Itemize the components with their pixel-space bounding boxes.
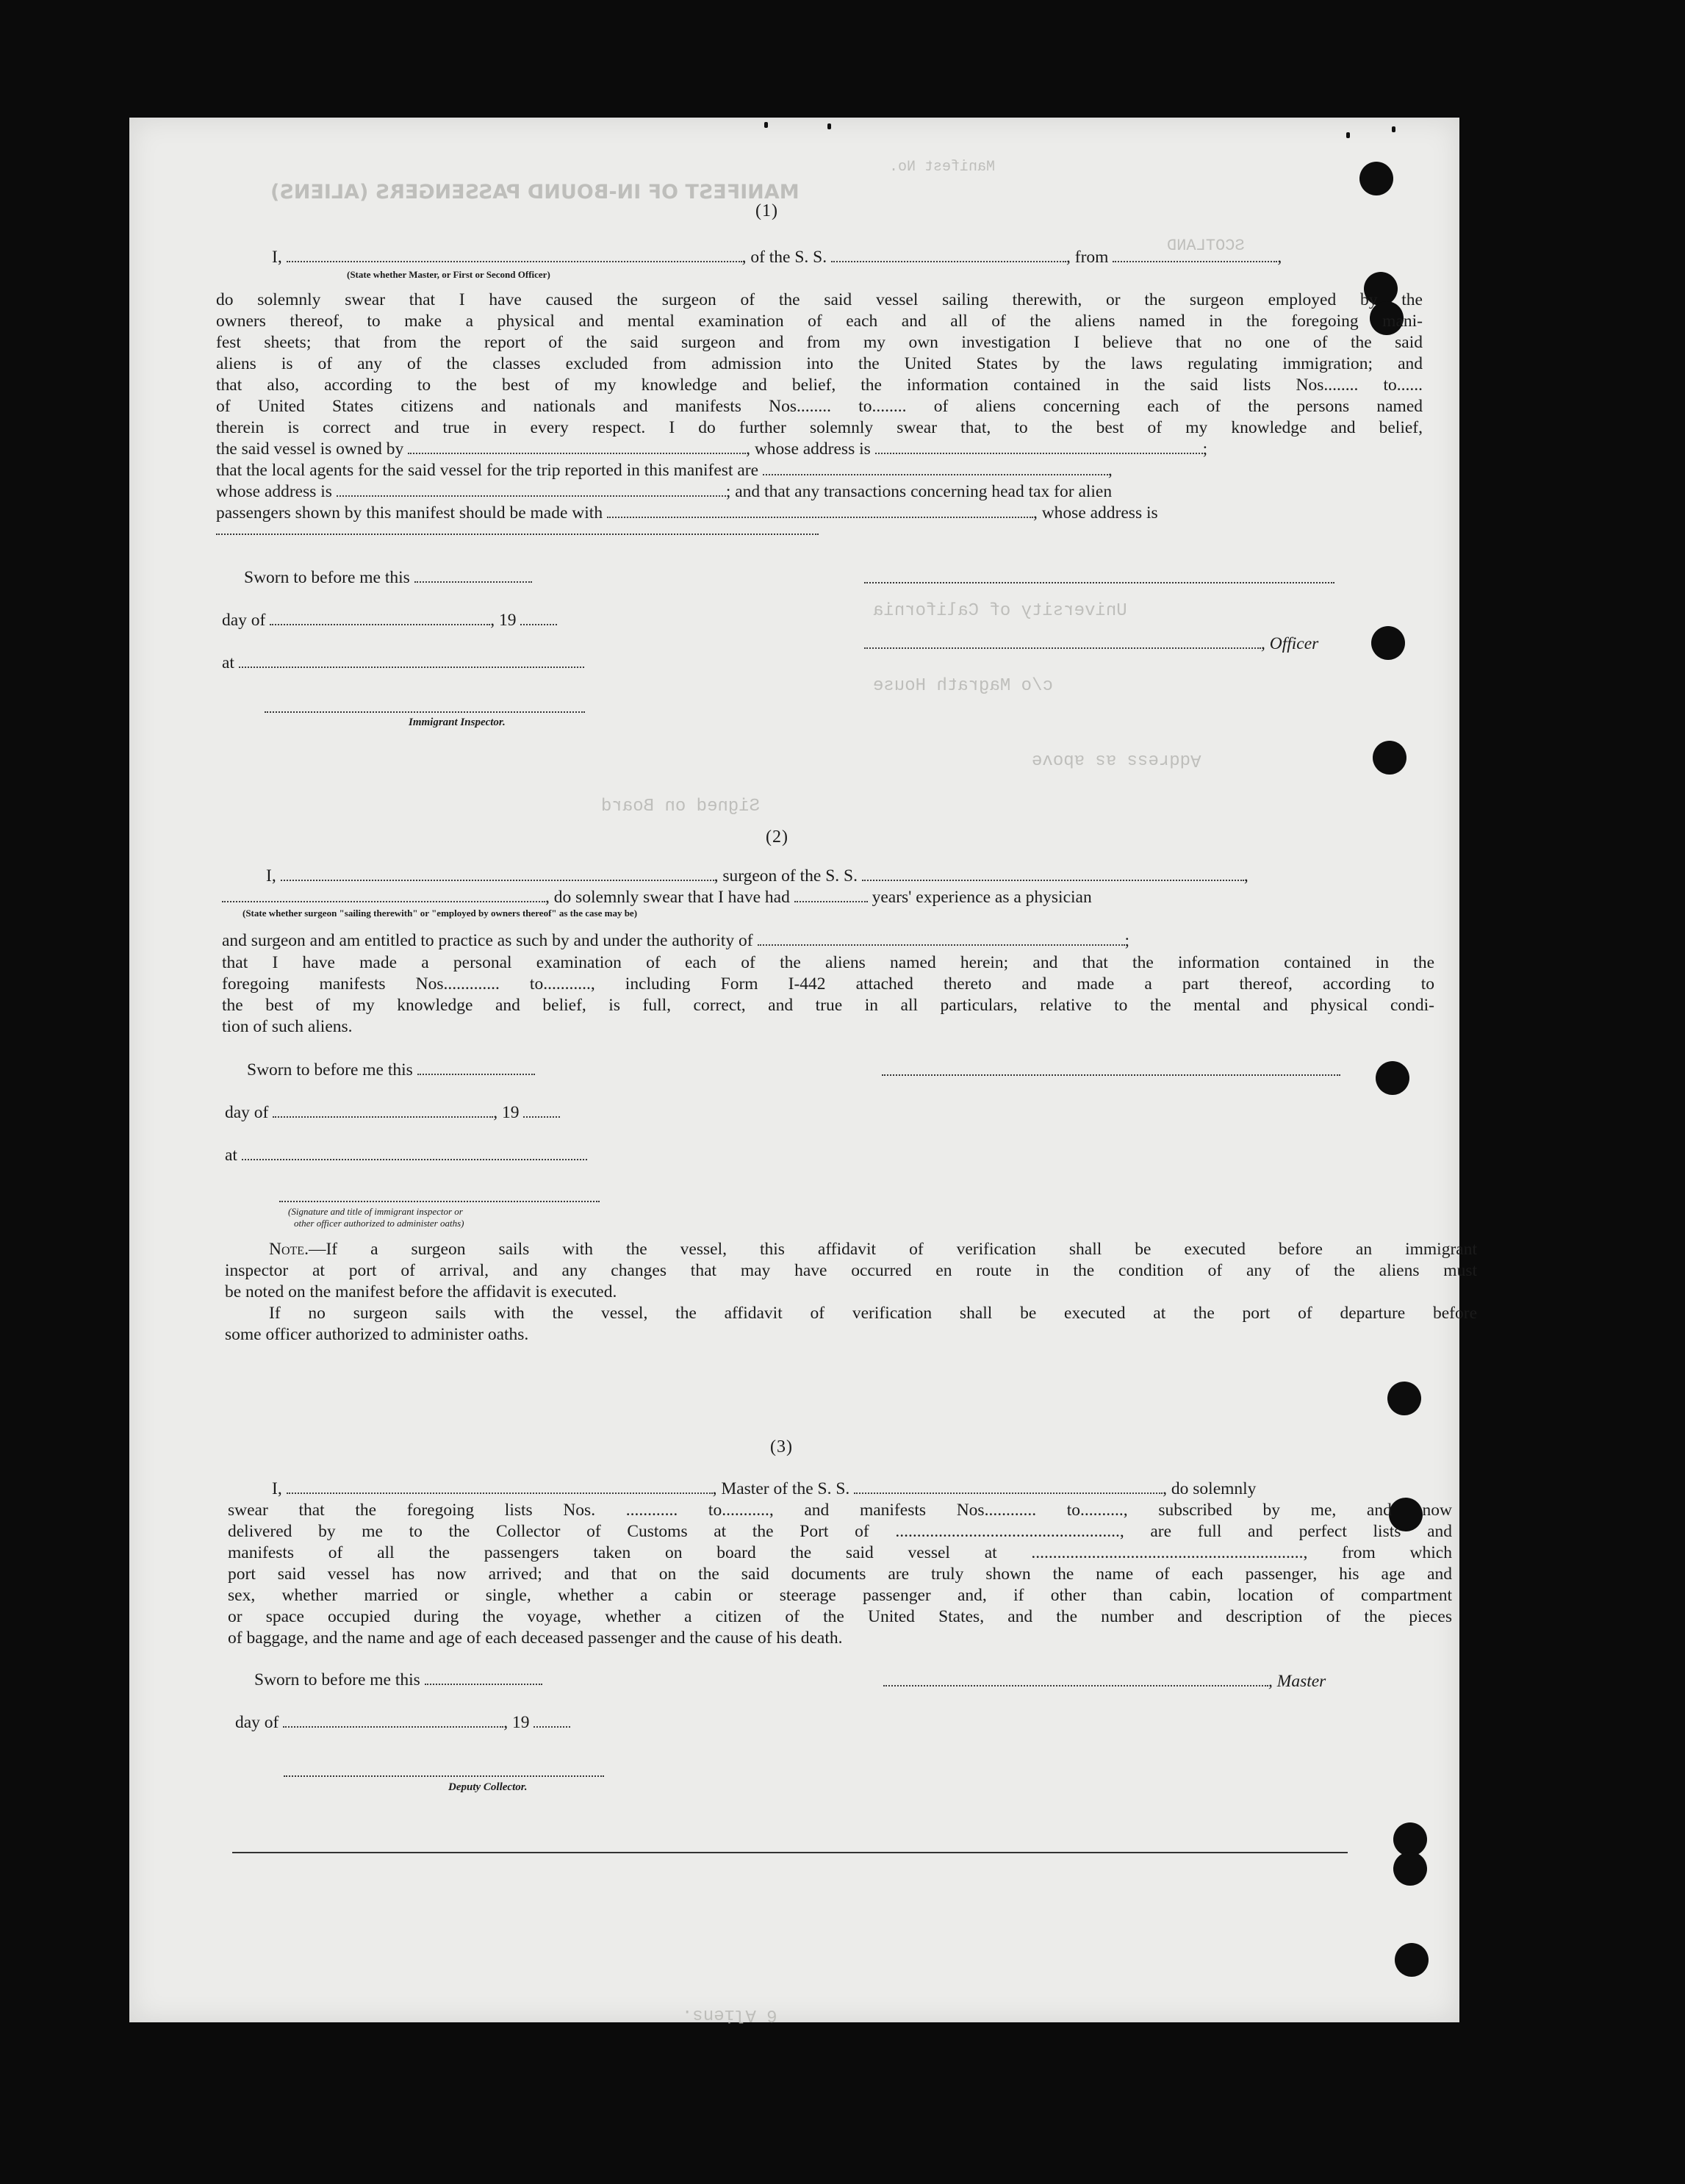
year-label: , 19 <box>490 611 517 630</box>
section-2-body-line: foregoing manifests Nos............. to..........., including Form I-442 attached thereto and made a part thereof, according to <box>222 974 1434 994</box>
head-tax-label: ; and that any transactions concerning head tax for alien <box>725 482 1113 501</box>
officer-title-line <box>864 633 1318 654</box>
owner-field[interactable] <box>408 439 746 454</box>
ink-speck <box>764 122 768 128</box>
owner-line: the said vessel is owned by , whose address is ; <box>216 439 1208 459</box>
sworn-line-2 <box>247 1060 535 1080</box>
surgeon-signature-line[interactable] <box>882 1074 1340 1076</box>
at-line-1 <box>222 653 584 673</box>
punch-hole <box>1387 1382 1421 1415</box>
day-of-label: day of <box>235 1713 279 1732</box>
day-month-field[interactable] <box>283 1713 503 1728</box>
section-3-body-line: of baggage, and the name and age of each deceased passenger and the cause of his death. <box>228 1628 843 1648</box>
officer-title-note: (State whether Master, or First or Second Officer) <box>347 269 550 280</box>
note-line: inspector at port of arrival, and any changes that may have occurred en route in the condition of any of the aliens must <box>225 1261 1477 1280</box>
punch-hole <box>1393 1852 1427 1886</box>
vessel-name-field[interactable] <box>831 248 1066 262</box>
master-signature-field[interactable] <box>883 1672 1268 1687</box>
sworn-label: Sworn to before me this <box>254 1670 420 1689</box>
note-line: some officer authorized to administer oaths. <box>225 1325 529 1344</box>
section-3-body-line: sex, whether married or single, whether a cabin or steerage passenger and, if other than cabin, location of compartment <box>228 1586 1452 1605</box>
master-of-label: , Master of the S. S. <box>712 1479 850 1498</box>
section-1-body-line: therein is correct and true in every respect. I do further solemnly swear that, to the best of my knowledge and belief, <box>216 418 1423 437</box>
signature-caption-2: other officer authorized to administer oaths) <box>294 1218 464 1229</box>
bleed-aliens-count: 6 Aliens. <box>682 2005 777 2025</box>
section-1-body-line: do solemnly swear that I have caused the surgeon of the said vessel sailing therewith, or the surgeon employed by the <box>216 290 1423 309</box>
punch-hole <box>1395 1943 1429 1977</box>
ink-speck <box>1392 126 1395 132</box>
day-of-line-3 <box>235 1712 570 1733</box>
year-field[interactable] <box>520 611 557 625</box>
sworn-line-1 <box>244 567 532 588</box>
swear-label: , do solemnly swear that I have had <box>545 888 790 907</box>
passengers-label: passengers shown by this manifest should be made with <box>216 503 603 522</box>
officer-rank-field[interactable] <box>864 634 1261 649</box>
section-2-number: (2) <box>766 827 788 847</box>
day-month-field[interactable] <box>273 1103 493 1118</box>
note-text: —If a surgeon sails with the vessel, this affidavit of verification shall be executed before an immigrant <box>308 1240 1477 1259</box>
master-vessel-field[interactable] <box>854 1479 1163 1494</box>
ink-speck <box>1346 132 1350 138</box>
day-of-label: day of <box>222 611 266 630</box>
punch-hole <box>1359 162 1393 195</box>
year-field[interactable] <box>533 1713 570 1728</box>
ink-speck <box>827 123 831 129</box>
sworn-day-field[interactable] <box>425 1670 542 1685</box>
section-3-body-line: delivered by me to the Collector of Customs at the Port of ...................................................., are full and perfect lists and <box>228 1522 1452 1541</box>
collector-caption: Deputy Collector. <box>448 1781 528 1793</box>
year-field[interactable] <box>523 1103 560 1118</box>
collector-signature-line[interactable] <box>284 1775 604 1777</box>
sworn-line-3 <box>254 1670 542 1690</box>
section-3-body-line: port said vessel has now arrived; and that on the said documents are truly shown the name of each passenger, his age and <box>228 1565 1452 1584</box>
day-of-label: day of <box>225 1103 269 1122</box>
agents-address-label: whose address is <box>216 482 332 501</box>
document-page <box>129 118 1477 2025</box>
section-1-oath-line: I, , of the S. S. , from , <box>257 247 1465 267</box>
master-label: , Master <box>1268 1672 1326 1691</box>
inspector-caption: Immigrant Inspector. <box>409 716 506 728</box>
sworn-label: Sworn to before me this <box>247 1060 413 1080</box>
section-2-body-line: tion of such aliens. <box>222 1017 353 1036</box>
passengers-address-continuation <box>216 534 819 535</box>
note-label: Note. <box>269 1240 309 1259</box>
bleed-address: Address as above <box>1032 750 1201 769</box>
note-line: be noted on the manifest before the affidavit is executed. <box>225 1282 617 1301</box>
experience-line <box>222 887 1092 908</box>
place-field[interactable] <box>242 1146 587 1160</box>
master-signature-line <box>883 1671 1326 1692</box>
bleed-manifest-no: Manifest No. <box>889 159 996 176</box>
section-2-body-line: that I have made a personal examination of each of the aliens named herein; and that the information contained in the <box>222 953 1434 972</box>
local-agents-label: that the local agents for the said vessel for the trip reported in this manifest are <box>216 461 759 480</box>
note-line <box>269 1239 1477 1260</box>
place-field[interactable] <box>239 653 584 668</box>
section-1-body-line: fest sheets; that from the report of the said surgeon and from my own investigation I believe that no one of the said <box>216 333 1423 352</box>
inspector-signature-line[interactable] <box>265 711 585 713</box>
authority-line: and surgeon and am entitled to practice as such by and under the authority of ; <box>222 931 1130 950</box>
section-3-number: (3) <box>770 1437 793 1456</box>
years-field[interactable] <box>794 888 868 902</box>
signature-caption-1: (Signature and title of immigrant inspector or <box>288 1206 463 1217</box>
experience-label: years' experience as a physician <box>872 888 1092 907</box>
day-of-line-2 <box>225 1102 560 1123</box>
section-1-body-line: of United States citizens and nationals and manifests Nos........ to........ of aliens concerning each of the persons named <box>216 397 1423 416</box>
punch-hole <box>1371 626 1405 660</box>
bleed-country: SCOTLAND <box>1167 237 1245 255</box>
bleed-signed: Signed on Board <box>601 797 761 816</box>
surgeon-vessel-field[interactable] <box>862 866 1244 881</box>
contact-address-label: , whose address is <box>1032 503 1158 522</box>
section-2-body-line: the best of my knowledge and belief, is full, correct, and true in all particulars, relative to the mental and physical condi- <box>222 996 1434 1015</box>
bottom-rule <box>232 1852 1348 1853</box>
owner-address-field[interactable] <box>875 439 1203 454</box>
from-port-field[interactable] <box>1113 248 1277 262</box>
officer-label: , Officer <box>1261 634 1319 653</box>
oath-start: I, <box>272 1479 282 1498</box>
from-label: , from <box>1066 248 1109 267</box>
section-3-body-line: or space occupied during the voyage, whether a citizen of the United States, and the number and description of the pieces <box>228 1607 1452 1626</box>
agents-address-field[interactable] <box>337 482 726 497</box>
bleed-university: University of California <box>873 601 1127 621</box>
authority-field[interactable] <box>758 931 1125 946</box>
at-line-2 <box>225 1145 587 1165</box>
at-label: at <box>222 653 234 672</box>
oath-start: I, <box>266 866 276 886</box>
at-label: at <box>225 1146 237 1165</box>
master-oath-line <box>272 1479 1256 1499</box>
owner-address-label: , whose address is <box>746 439 871 459</box>
section-1-number: (1) <box>755 201 778 220</box>
authority-label: and surgeon and am entitled to practice as such by and under the authority of <box>222 931 753 950</box>
officer-signature-line[interactable] <box>864 582 1334 583</box>
section-1-body-line: owners thereof, to make a physical and mental examination of each and all of the aliens named in the foregoing mani- <box>216 312 1423 331</box>
section-1-body-line: aliens is of any of the classes excluded from admission into the United States by the laws regulating immigration; and <box>216 354 1423 373</box>
sworn-label: Sworn to before me this <box>244 568 410 587</box>
sworn-day-field[interactable] <box>414 568 532 583</box>
bleed-care-of: c/o Magrath House <box>873 676 1053 696</box>
surgeon-name-field[interactable] <box>281 866 714 881</box>
section-3-body-line: swear that the foregoing lists Nos. ............ to..........., and manifests Nos............ to.........., subscribed by me, and now <box>228 1501 1452 1520</box>
punch-hole <box>1373 741 1406 775</box>
master-name-field[interactable] <box>287 1479 713 1494</box>
section-1-body-line: that also, according to the best of my knowledge and belief, the information contained in the said lists Nos........ to...... <box>216 376 1423 395</box>
surgeon-of-label: , surgeon of the S. S. <box>714 866 858 886</box>
sworn-day-field[interactable] <box>417 1060 535 1075</box>
section-3-body-line: manifests of all the passengers taken on board the said vessel at ..............................................................., from which <box>228 1543 1452 1562</box>
surgeon-oath-line: I, , surgeon of the S. S. , <box>266 866 1249 886</box>
punch-hole <box>1376 1061 1409 1095</box>
oath-start: I, <box>272 248 282 267</box>
agents-line: that the local agents for the said vessel for the trip reported in this manifest are , <box>216 461 1113 480</box>
local-agents-field[interactable] <box>763 461 1108 475</box>
year-label: , 19 <box>503 1713 530 1732</box>
surgeon-status-field[interactable] <box>222 888 545 902</box>
do-solemnly-label: , do solemnly <box>1163 1479 1257 1498</box>
day-month-field[interactable] <box>270 611 490 625</box>
inspector-signature-line[interactable] <box>279 1201 600 1202</box>
note-line: If no surgeon sails with the vessel, the affidavit of verification shall be executed at the port of departure before <box>269 1304 1477 1323</box>
bleed-manifest-title: MANIFEST OF IN-BOUND PASSENGERS (ALIENS) <box>270 181 800 204</box>
owned-by-label: the said vessel is owned by <box>216 439 404 459</box>
agents-address-line <box>216 481 1112 502</box>
passengers-line <box>216 503 1158 523</box>
day-of-line-1 <box>222 610 557 631</box>
year-label: , 19 <box>493 1103 520 1122</box>
officer-name-field[interactable] <box>287 248 742 262</box>
head-tax-contact-field[interactable] <box>607 503 1033 518</box>
surgeon-status-note: (State whether surgeon "sailing therewith" or "employed by owners thereof" as the case may be) <box>242 908 638 919</box>
of-ss-label: , of the S. S. <box>741 248 827 267</box>
